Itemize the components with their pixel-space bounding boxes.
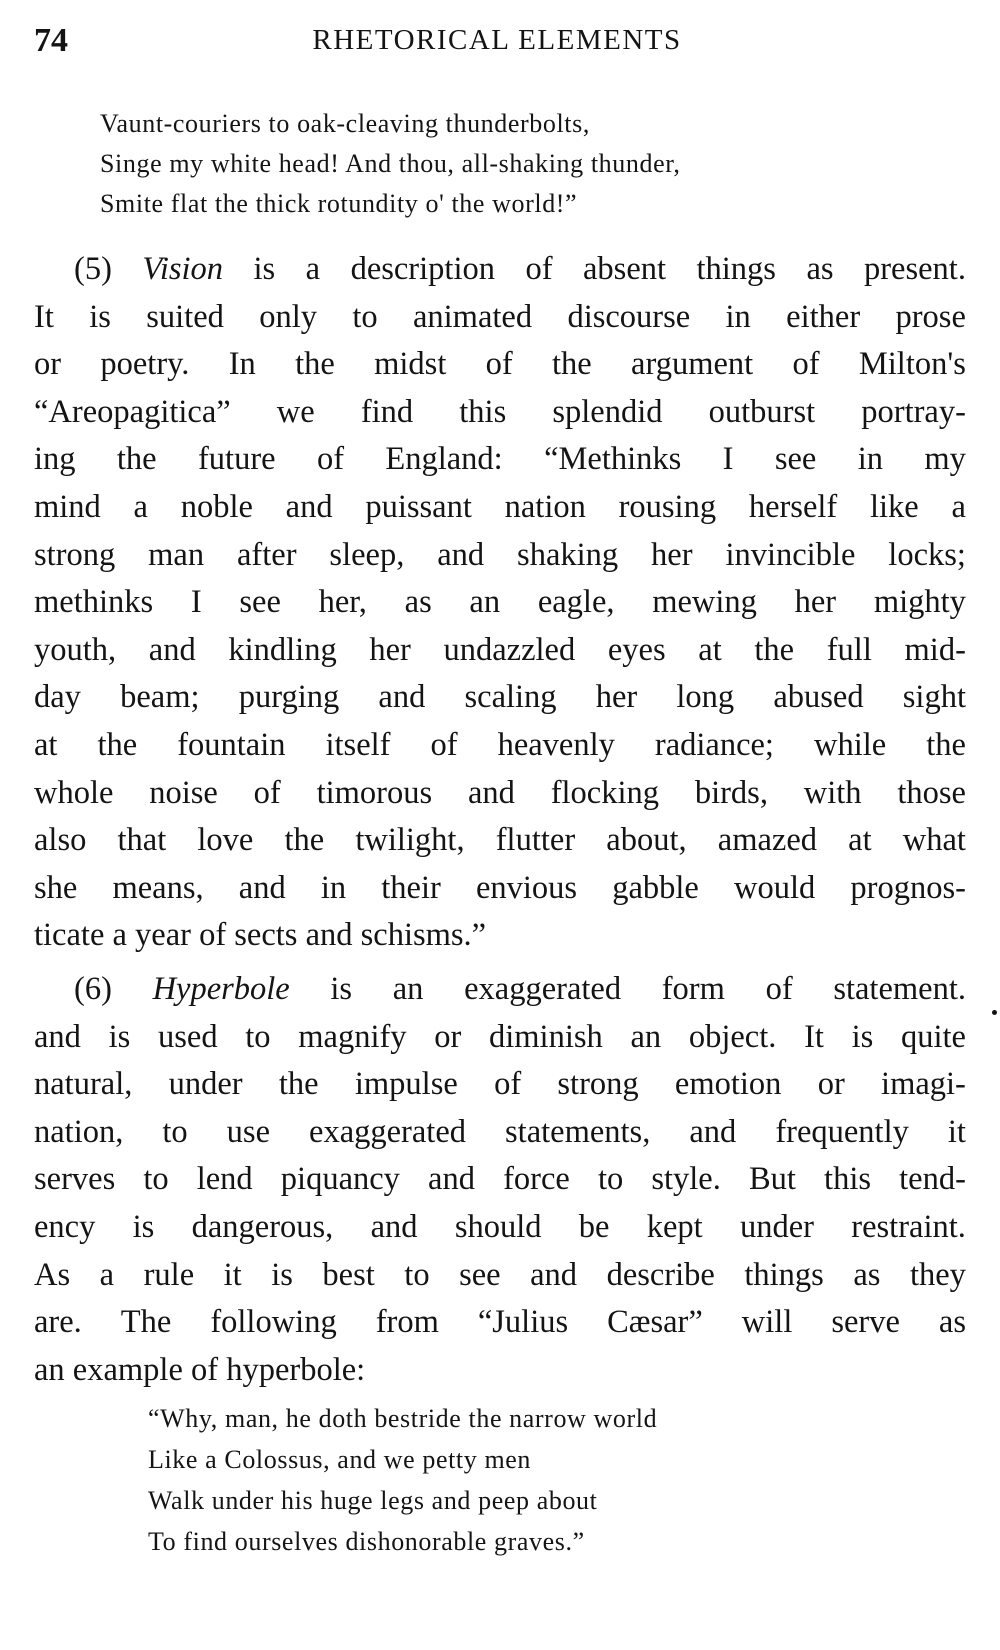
paragraph-hyperbole <box>34 966 966 1394</box>
text-line: youth, and kindling her undazzled eyes at the full mid- <box>34 631 966 668</box>
text-line: an example of hyperbole: <box>34 1351 366 1388</box>
verse-line: Like a Colossus, and we petty men <box>148 1445 532 1474</box>
text-line: ticate a year of sects and schisms.” <box>34 917 487 954</box>
paragraph-first-line: (6) Hyperbole is an exaggerated form of statement. <box>34 966 966 1014</box>
page-header <box>34 22 940 66</box>
section-marker: (6) <box>74 971 112 1007</box>
text-line: also that love the twilight, flutter about, amazed at what <box>34 822 966 859</box>
section-marker: (5) <box>74 251 112 287</box>
margin-mark <box>992 1010 997 1015</box>
paragraph-first-line: (5) Vision is a description of absent things as present. <box>34 246 966 294</box>
page-number: 74 <box>34 22 68 59</box>
text-line: methinks I see her, as an eagle, mewing her mighty <box>34 584 966 621</box>
text-line: ency is dangerous, and should be kept under restraint. <box>34 1208 966 1245</box>
text-line: are. The following from “Julius Cæsar” will serve as <box>34 1304 966 1341</box>
text-line: “Areopagitica” we find this splendid outburst portray- <box>34 393 966 430</box>
text-line: or poetry. In the midst of the argument of Milton's <box>34 346 966 383</box>
running-head: RHETORICAL ELEMENTS <box>312 24 682 56</box>
text-line: serves to lend piquancy and force to style. But this tend- <box>34 1161 966 1198</box>
term-vision: Vision <box>142 251 224 287</box>
text-line: day beam; purging and scaling her long abused sight <box>34 679 966 716</box>
text-line: As a rule it is best to see and describe things as they <box>34 1256 966 1293</box>
text-line: at the fountain itself of heavenly radiance; while the <box>34 726 966 763</box>
text-line: she means, and in their envious gabble would prognos- <box>34 869 966 906</box>
text-line: nation, to use exaggerated statements, and frequently it <box>34 1113 966 1150</box>
text-line: strong man after sleep, and shaking her invincible locks; <box>34 536 966 573</box>
text-line: and is used to magnify or diminish an object. It is quite <box>34 1018 966 1055</box>
verse-line: Singe my white head! And thou, all-shaking thunder, <box>100 149 681 178</box>
text-line: It is suited only to animated discourse in either prose <box>34 298 966 335</box>
verse-line: Walk under his huge legs and peep about <box>148 1486 598 1515</box>
term-hyperbole: Hyperbole <box>152 971 290 1007</box>
verse-quotation-lear <box>100 104 681 224</box>
text-line: ing the future of England: “Methinks I see in my <box>34 441 966 478</box>
verse-line: “Why, man, he doth bestride the narrow world <box>148 1404 658 1433</box>
paragraph-vision <box>34 246 966 960</box>
text-line: whole noise of timorous and flocking birds, with those <box>34 774 966 811</box>
verse-line: Vaunt-couriers to oak-cleaving thunderbolts, <box>100 109 590 138</box>
verse-quotation-julius-caesar <box>148 1398 657 1562</box>
text-line: natural, under the impulse of strong emotion or imagi- <box>34 1066 966 1103</box>
verse-line: Smite flat the thick rotundity o' the world!” <box>100 189 578 218</box>
verse-line: To find ourselves dishonorable graves.” <box>148 1527 585 1556</box>
text-line: mind a noble and puissant nation rousing herself like a <box>34 488 966 525</box>
